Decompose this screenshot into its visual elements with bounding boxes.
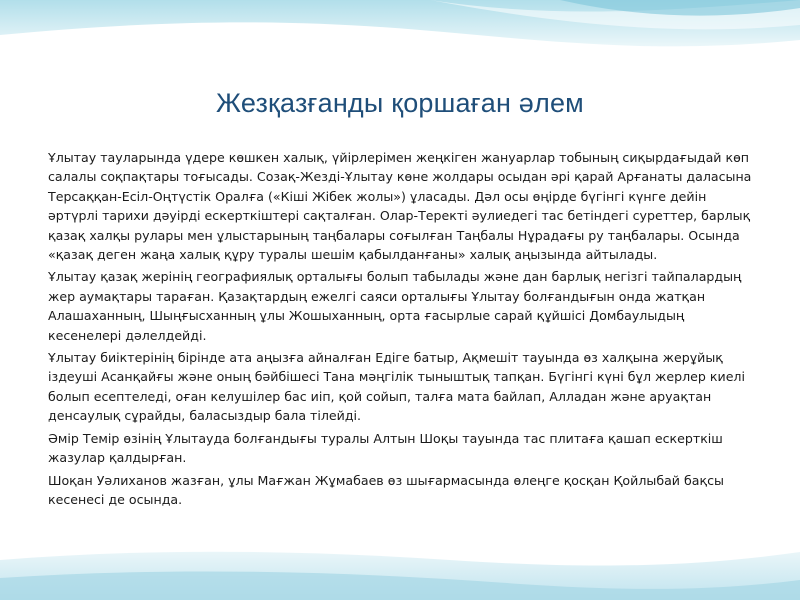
slide-body — [48, 148, 760, 512]
slide-title: Жезқазғанды қоршаған әлем — [216, 88, 584, 118]
paragraph: Әмір Темір өзінің Ұлытауда болғандығы туралы Алтын Шоқы тауында тас плитаға қашап ескерткіш жазулар қалдырған. — [48, 430, 723, 466]
paragraph: Ұлытау тауларында үдере көшкен халық, үйірлерімен жеңкіген жануарлар тобының сиқырдағыдай көп салалы соқпақтары тоғысады. Созақ-Жезді-Ұлытау көне жолдары осыдан әрі қарай Арғанаты даласына Терсаққан-Есіл-Оңтүстік Оралға («Кіші Жібек жолы») ұласады. Дәл осы өңірде бүгінгі күнге дейін әртүрлі тарихи дәуірді ескерткіштері сақталған. Олар-Теректі әулиедегі тас бетіндегі суреттер, барлық қазақ халқы рулары мен ұлыстарының таңбалары соғылған Таңбалы Нұрадағы ру таңбалары. Осында «қазақ деген жаңа халық құру туралы шешім қабылданғаны» халық аңызында айтылады. — [48, 150, 752, 263]
paragraph: Шоқан Уәлиханов жазған, ұлы Мағжан Жұмабаев өз шығармасында өлеңге қосқан Қойлыбай бақсы кесенесі де осында. — [48, 472, 724, 507]
paragraph: Ұлытау биіктерінің бірінде ата аңызға айналған Едіге батыр, Ақмешіт тауында өз халқына жерұйық іздеуші Асанқайғы және оның бәйбішесі Тана мәңгілік тыныштық тапқан. Бүгінгі күні бұл жерлер киелі болып есептеледі, оған келушілер бас иіп, қой сойып, талға мата байлап, Алладан және аруақтан денсаулық сұрайды, баласыздыр бала тілейді. — [48, 350, 745, 424]
paragraph: Ұлытау қазақ жерінің географиялық орталығы болып табылады және дан барлық негізгі тайпалардың жер аумақтары тараған. Қазақтардың ежелгі саяси орталығы Ұлытау болғандығын онда жатқан Алашаханның, Шыңғысханның ұлы Жошыханның, орта ғасырлые сарай құйшісі Домбаулыдың кесенелері дәлелдейді. — [48, 269, 742, 343]
